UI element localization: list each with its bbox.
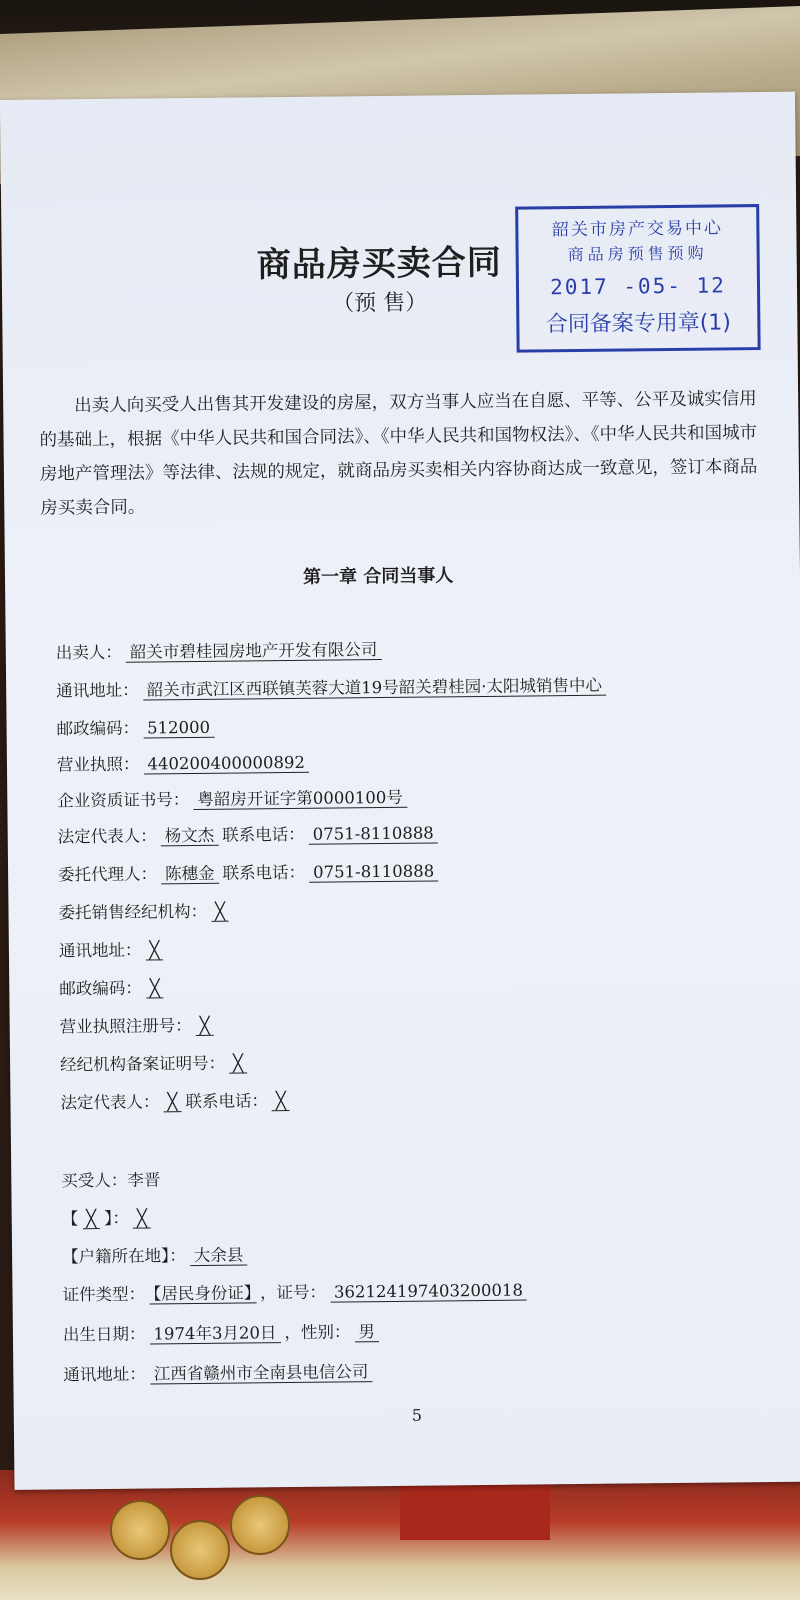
coin-decoration	[170, 1520, 230, 1580]
contract-page	[0, 92, 800, 1490]
broker-legal-rep-row	[60, 1087, 294, 1113]
label: 出卖人：	[55, 642, 122, 663]
page-number: 5	[411, 1405, 423, 1425]
filing-stamp	[515, 204, 761, 353]
label: ，证号：	[259, 1282, 327, 1303]
document-subtitle: （预 售）	[332, 290, 428, 317]
stamp-line-1: 韶关市房产交易中心	[551, 218, 723, 241]
stamp-date: 2017 -05- 12	[550, 273, 726, 300]
label: 委托销售经纪机构：	[58, 901, 208, 923]
bracket-close: 】：	[104, 1208, 130, 1228]
seller-postcode: 512000	[143, 718, 214, 739]
label: 经纪机构备案证明号：	[60, 1053, 226, 1075]
label: 法定代表人：	[60, 1092, 160, 1113]
broker-phone: ╳	[272, 1091, 290, 1111]
buyer-id-row	[62, 1277, 531, 1306]
document-title: 商品房买卖合同	[256, 242, 502, 286]
label: 法定代表人：	[57, 826, 157, 847]
stamp-line-2: 商品房预售预购	[567, 243, 708, 265]
buyer-address: 江西省赣州市全南县电信公司	[150, 1362, 373, 1384]
buyer-bracket-row	[62, 1204, 155, 1229]
label: ，性别：	[284, 1322, 351, 1343]
buyer-bracket-value: ╳	[82, 1209, 100, 1229]
buyer-address-row	[63, 1358, 376, 1385]
broker-postcode: ╳	[146, 978, 164, 998]
seller-address-row	[56, 672, 610, 702]
seller-qualification: 粤韶房开证字第0000100号	[193, 788, 407, 810]
label: 通讯地址：	[56, 680, 139, 701]
coin-decoration	[110, 1500, 170, 1560]
label: 出生日期：	[62, 1324, 146, 1345]
label: 买受人：	[61, 1170, 128, 1191]
seller-name-row	[56, 636, 386, 663]
seller-agent: 陈穗金	[161, 864, 219, 885]
seller-legal-rep-phone: 0751-8110888	[309, 823, 438, 844]
broker-reg-row	[60, 1012, 218, 1038]
label: 通讯地址：	[58, 940, 142, 961]
label: 邮政编码：	[56, 718, 140, 739]
seller-qualification-row	[57, 784, 411, 812]
seller-legal-rep: 杨文杰	[161, 826, 219, 847]
red-decoration	[400, 1480, 550, 1540]
seller-address: 韶关市武江区西联镇芙蓉大道19号韶关碧桂园·太阳城销售中心	[143, 676, 606, 701]
bracket-open: 【	[61, 1209, 79, 1229]
label: 证件类型：	[62, 1284, 146, 1305]
label: 企业资质证书号：	[57, 790, 190, 811]
seller-name: 韶关市碧桂园房地产开发有限公司	[126, 640, 382, 663]
broker-reg: ╳	[196, 1016, 214, 1036]
buyer-birth-row	[63, 1318, 383, 1345]
broker-org: ╳	[211, 902, 229, 922]
buyer-name-row	[61, 1166, 160, 1191]
buyer-id-number: 362124197403200018	[330, 1281, 527, 1303]
seller-agent-row	[58, 857, 442, 885]
label: 联系电话：	[185, 1091, 269, 1112]
broker-cert: ╳	[229, 1053, 247, 1073]
label: 邮政编码：	[59, 978, 142, 999]
seller-agent-phone: 0751-8110888	[309, 861, 438, 882]
broker-org-row	[58, 898, 233, 924]
buyer-gender: 男	[354, 1322, 379, 1342]
seller-postcode-row	[56, 714, 218, 740]
label: 委托代理人：	[58, 864, 158, 885]
buyer-name: 李晋	[127, 1170, 161, 1190]
broker-legal-rep: ╳	[163, 1092, 181, 1112]
label: 联系电话：	[222, 824, 305, 845]
buyer-hukou-row	[62, 1241, 251, 1267]
buyer-id-type: 【居民身份证】	[149, 1283, 256, 1304]
chapter-heading: 第一章 合同当事人	[302, 565, 454, 588]
seller-legal-rep-row	[58, 819, 442, 847]
broker-address: ╳	[145, 940, 163, 960]
seller-license: 440200400000892	[143, 753, 309, 775]
buyer-bracket-after: ╳	[133, 1208, 151, 1228]
intro-paragraph: 出卖人向买受人出售其开发建设的房屋，双方当事人应当在自愿、平等、公平及诚实信用的基础上，根据《中华人民共和国合同法》、《中华人民共和国物权法》、《中华人民共和国城市房地产管理法》等法律、法规的规定，就商品房买卖相关内容协商达成一致意见，签订本商品房买卖合同。	[39, 389, 758, 519]
broker-address-row	[59, 936, 168, 961]
label: 联系电话：	[222, 862, 306, 883]
coin-decoration	[230, 1495, 290, 1555]
label: 营业执照：	[56, 754, 140, 775]
stamp-line-4: 合同备案专用章(1)	[545, 310, 732, 338]
broker-cert-row	[60, 1049, 251, 1075]
label: 【户籍所在地】：	[62, 1246, 186, 1267]
broker-postcode-row	[59, 974, 168, 999]
buyer-hukou: 大余县	[190, 1245, 248, 1266]
label: 营业执照注册号：	[59, 1016, 192, 1037]
seller-license-row	[57, 749, 313, 776]
label: 通讯地址：	[63, 1364, 146, 1385]
buyer-birth: 1974年3月20日	[149, 1323, 280, 1344]
